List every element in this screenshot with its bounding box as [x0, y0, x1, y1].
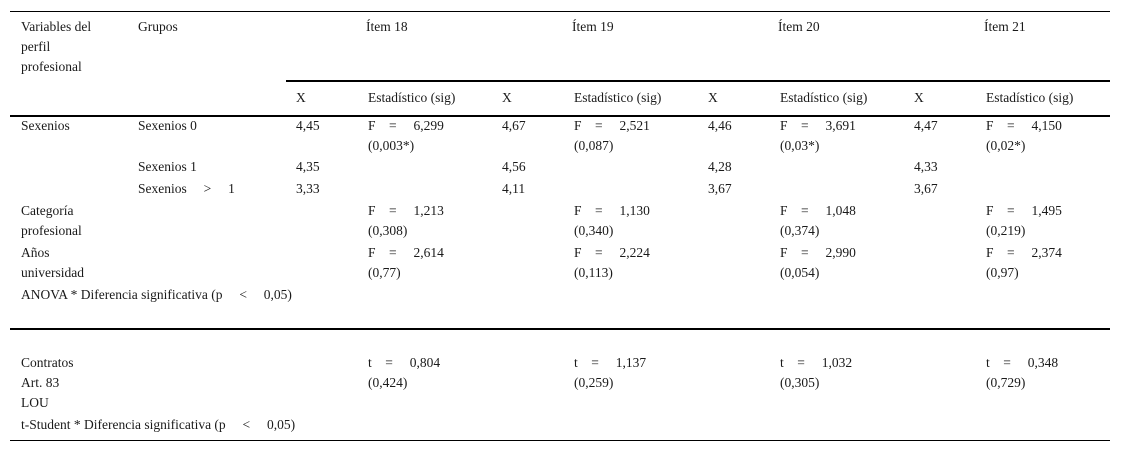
x-sex1-item18: 4,35: [296, 159, 320, 174]
stat-categoria-item20: F = 1,048 (0,374): [780, 203, 856, 238]
stat-sexenios-item18: F = 6,299 (0,003*): [368, 118, 444, 153]
x-sex1-item20: 4,28: [708, 159, 732, 174]
stat-anos-item19: F = 2,224 (0,113): [574, 245, 650, 280]
stat-anos-item18: F = 2,614 (0,77): [368, 245, 444, 280]
subheader-stat-20: Estadístico (sig): [780, 90, 868, 105]
stat-contratos-item19: t = 1,137 (0,259): [574, 355, 647, 390]
header-grupos: Grupos: [138, 19, 178, 34]
subheader-stat-18: Estadístico (sig): [368, 90, 456, 105]
x-sex0-item21: 4,47: [914, 118, 938, 133]
ttest-note: t-Student * Diferencia significativa (p < 0,05): [21, 417, 296, 432]
subheader-stat-21: Estadístico (sig): [986, 90, 1074, 105]
stat-sexenios-item20: F = 3,691 (0,03*): [780, 118, 856, 153]
header-item-20: Ítem 20: [778, 19, 820, 34]
anova-note: ANOVA * Diferencia significativa (p < 0,05): [21, 287, 292, 302]
row-label-contratos: Contratos Art. 83 LOU: [21, 355, 74, 410]
top-rule: [10, 11, 1110, 12]
stat-contratos-item18: t = 0,804 (0,424): [368, 355, 441, 390]
subheader-x-20: X: [708, 90, 718, 105]
x-sex0-item18: 4,45: [296, 118, 320, 133]
header-item-21: Ítem 21: [984, 19, 1026, 34]
subheader-stat-19: Estadístico (sig): [574, 90, 662, 105]
section-divider-rule: [10, 328, 1110, 330]
bottom-rule: [10, 440, 1110, 441]
stat-sexenios-item19: F = 2,521 (0,087): [574, 118, 650, 153]
stat-contratos-item20: t = 1,032 (0,305): [780, 355, 853, 390]
stat-categoria-item21: F = 1,495 (0,219): [986, 203, 1062, 238]
row-label-anos: Años universidad: [21, 245, 84, 280]
item-subheader-rule: [286, 80, 1110, 82]
x-sex1-item21: 4,33: [914, 159, 938, 174]
stat-anos-item20: F = 2,990 (0,054): [780, 245, 856, 280]
stat-categoria-item19: F = 1,130 (0,340): [574, 203, 650, 238]
stat-anos-item21: F = 2,374 (0,97): [986, 245, 1062, 280]
stat-categoria-item18: F = 1,213 (0,308): [368, 203, 444, 238]
subheader-x-18: X: [296, 90, 306, 105]
x-sexgt1-item20: 3,67: [708, 181, 732, 196]
row-label-categoria: Categoría profesional: [21, 203, 82, 238]
x-sex0-item19: 4,67: [502, 118, 526, 133]
stat-sexenios-item21: F = 4,150 (0,02*): [986, 118, 1062, 153]
group-sexenios-0: Sexenios 0: [138, 118, 197, 133]
subheader-x-21: X: [914, 90, 924, 105]
stat-contratos-item21: t = 0,348 (0,729): [986, 355, 1059, 390]
group-sexenios-gt1: Sexenios > 1: [138, 181, 235, 196]
header-item-18: Ítem 18: [366, 19, 408, 34]
x-sex1-item19: 4,56: [502, 159, 526, 174]
header-variables: Variables del perfil profesional: [21, 19, 92, 74]
row-label-sexenios: Sexenios: [21, 118, 70, 133]
x-sexgt1-item21: 3,67: [914, 181, 938, 196]
header-item-19: Ítem 19: [572, 19, 614, 34]
subheader-x-19: X: [502, 90, 512, 105]
group-sexenios-1: Sexenios 1: [138, 159, 197, 174]
x-sex0-item20: 4,46: [708, 118, 732, 133]
x-sexgt1-item18: 3,33: [296, 181, 320, 196]
x-sexgt1-item19: 4,11: [502, 181, 526, 196]
